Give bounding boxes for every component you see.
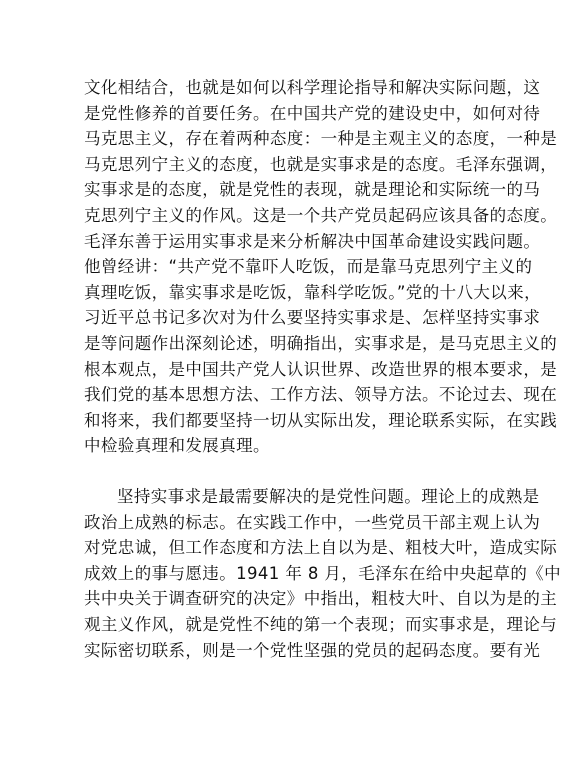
paragraph-line: 习近平总书记多次对为什么要坚持实事求是、怎样坚持实事求 — [84, 308, 541, 328]
paragraph-line: 毛泽东善于运用实事求是来分析解决中国革命建设实践问题。 — [84, 231, 541, 251]
paragraph-line: 坚持实事求是最需要解决的是党性问题。理论上的成熟是 — [117, 487, 540, 506]
paragraph-line: 克思列宁主义的作风。这是一个共产党员起码应该具备的态度。 — [84, 205, 558, 225]
paragraph-line: 实际密切联系，则是一个党性坚强的党员的起码态度。要有光 — [84, 640, 541, 660]
paragraph-line: 是等问题作出深刻论述，明确指出，实事求是，是马克思主义的 — [84, 333, 558, 353]
paragraph-line: 中检验真理和发展真理。 — [84, 436, 270, 456]
paragraph-line: 文化相结合，也就是如何以科学理论指导和解决实际问题，这 — [84, 78, 541, 97]
paragraph-line: 政治上成熟的标志。在实践工作中，一些党员干部主观上认为 — [84, 512, 541, 532]
paragraph-1 — [84, 75, 558, 459]
paragraph-line: 成效上的事与愿违。1941 年 8 月，毛泽东在给中央起草的《中 — [84, 563, 562, 583]
paragraph-line: 他曾经讲：“共产党不靠吓人吃饭，而是靠马克思列宁主义的 — [84, 257, 533, 277]
paragraph-line: 马克思主义，存在着两种态度：一种是主观主义的态度，一种是 — [84, 129, 558, 149]
paragraph-line: 和将来，我们都要坚持一切从实际出发，理论联系实际，在实践 — [84, 410, 558, 430]
paragraph-line: 是党性修养的首要任务。在中国共产党的建设史中，如何对待 — [84, 103, 541, 123]
paragraph-line: 观主义作风，就是党性不纯的第一个表现；而实事求是，理论与 — [84, 614, 558, 634]
paragraph-line: 真理吃饭，靠实事求是吃饭，靠科学吃饭。”党的十八大以来， — [84, 282, 541, 302]
paragraph-line: 共中央关于调查研究的决定》中指出，粗枝大叶、自以为是的主 — [84, 589, 558, 609]
paragraph-line: 对党忠诚，但工作态度和方法上自以为是、粗枝大叶，造成实际 — [84, 538, 558, 558]
paragraph-line: 马克思列宁主义的态度，也就是实事求是的态度。毛泽东强调， — [84, 154, 558, 174]
paragraph-2 — [84, 484, 562, 663]
paragraph-line: 实事求是的态度，就是党性的表现，就是理论和实际统一的马 — [84, 180, 541, 200]
paragraph-line: 我们党的基本思想方法、工作方法、领导方法。不论过去、现在 — [84, 385, 558, 405]
paragraph-line: 根本观点，是中国共产党人认识世界、改造世界的根本要求，是 — [84, 359, 558, 379]
